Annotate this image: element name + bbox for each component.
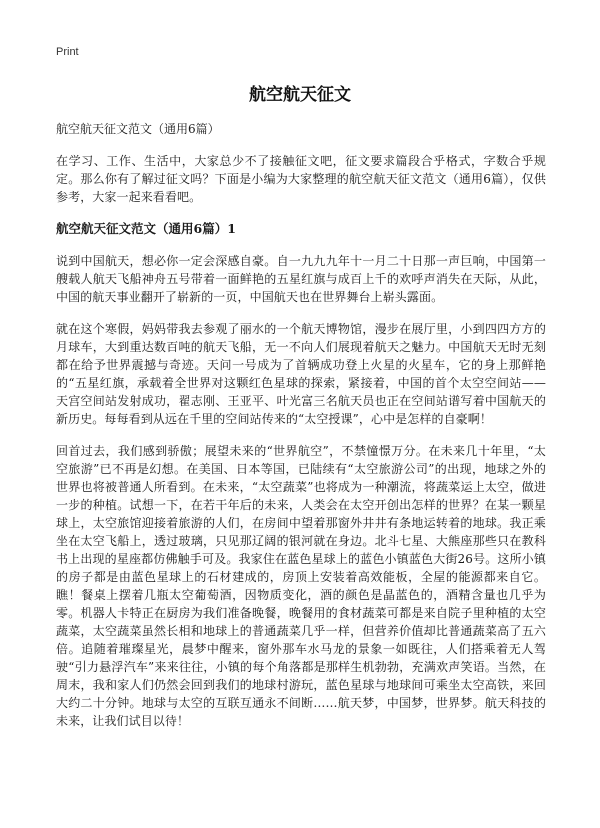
section-heading: 航空航天征文范文（通用6篇）1 (56, 221, 236, 236)
page-title: 航空航天征文 (249, 85, 351, 105)
document-subtitle: 航空航天征文范文（通用6篇） (56, 122, 220, 136)
body-paragraph: 回首过去，我们感到骄傲；展望未来的“世界航空”，不禁憧憬万分。在未来几十年里，“太空旅游”已不再是幻想。在美国、日本等国，已陆续有“太空旅游公司”的出现，地球之外的世界也将被普通人所看到。在未来，“太空蔬菜”也将成为一种潮流，将蔬菜运上太空，做进一步的种植。试想一下，在若干年后的未来，人类会在太空开创出怎样的世界？在某一颗星球上，太空旅馆迎接着旅游的人们，在房间中望着那窗外井井有条地运转着的地球。我正乘坐在太空飞船上，透过玻璃，只见那辽阔的银河就在身边。北斗七星、大熊座那些只在教科书上出现的星座都仿佛触手可及。我家住在蓝色星球上的蓝色小镇蓝色大街26号。这所小镇的房子都是由蓝色星球上的石材建成的，房顶上安装着高效能板，全屋的能源都来自它。瞧！餐桌上摆着几瓶太空葡萄酒，因物质变化，酒的颜色是晶蓝色的，酒精含量也几乎为零。机器人卡特正在厨房为我们准备晚餐，晚餐用的食材蔬菜可都是来自院子里种植的太空蔬菜，太空蔬菜虽然长相和地球上的普通蔬菜几乎一样，但营养价值却比普通蔬菜高了五六倍。追随着璀璨星光，晨梦中醒来，窗外那车水马龙的景象一如既往，人们搭乘着无人驾驶“引力悬浮汽车”来来往往，小镇的每个角落都是那样生机勃勃，充满欢声笑语。当然，在周末，我和家人们仍然会回到我们的地球村游玩，蓝色星球与地球间可乘坐太空高铁，来回大约二十分钟。地球与太空的互联互通永不间断……航天梦，中国梦，世界梦。航天科技的未来，让我们试目以待！ (56, 444, 546, 728)
print-link[interactable]: Print (56, 46, 79, 58)
body-paragraph: 说到中国航天，想必你一定会深感自豪。自一九九九年十一月二十日那一声巨响，中国第一艘载人航天飞船神舟五号带着一面鲜艳的五星红旗与成百上千的欢呼声消失在天际，从此，中国的航天事业翻开了崭新的一页，中国航天也在世界舞台上崭头露面。 (56, 254, 546, 304)
intro-paragraph: 在学习、工作、生活中，大家总少不了接触征文吧，征文要求篇段合乎格式，字数合乎规定。那么你有了解过征文吗？下面是小编为大家整理的航空航天征文范文（通用6篇），仅供参考，大家一起来看看吧。 (56, 154, 546, 204)
document-body (56, 120, 546, 744)
body-paragraph: 就在这个寒假，妈妈带我去参观了丽水的一个航天博物馆，漫步在展厅里，小到四四方方的月球车，大到重达数百吨的航天飞船，无一不向人们展现着航天之魅力。中国航天无时无刻都在给予世界震撼与奇迹。天问一号成为了首辆成功登上火星的火星车，它的身上那鲜艳的“五星红旗，承载着全世界对这颗红色星球的探索，紧接着，中国的首个太空空间站——天宫空间站发射成功，翟志刚、王亚平、叶光富三名航天员也正在空间站谱写着中国航天的新历史。每每看到从远在千里的空间站传来的“太空授课”，心中是怎样的自豪啊！ (56, 322, 546, 426)
